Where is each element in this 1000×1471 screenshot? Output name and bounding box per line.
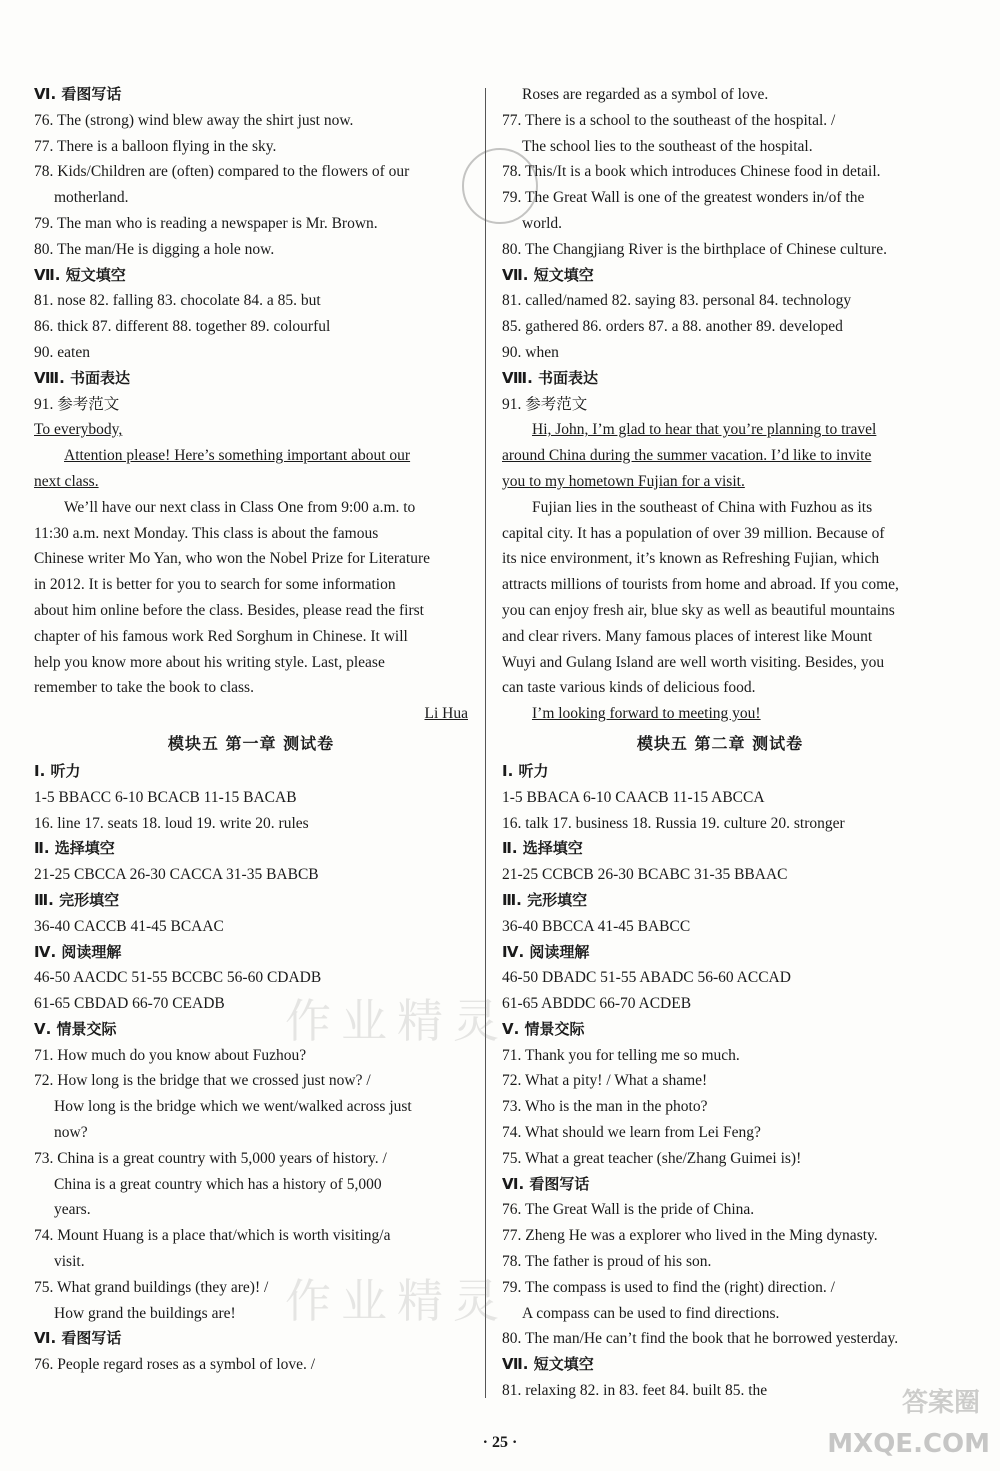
- left-line: 61-65 CBDAD 66-70 CEADB: [34, 995, 225, 1013]
- right-line: attracts millions of tourists from home and abroad. If you come,: [502, 576, 899, 594]
- left-line: Ⅷ. 书面表达: [34, 368, 131, 387]
- left-line: 16. line 17. seats 18. loud 19. write 20. rules: [34, 814, 309, 832]
- right-line: 76. The Great Wall is the pride of China.: [502, 1201, 755, 1219]
- right-line: you can enjoy fresh air, blue sky as well as beautiful mountains: [502, 601, 895, 619]
- right-line: 77. Zheng He was a explorer who lived in the Ming dynasty.: [502, 1227, 878, 1245]
- right-line: I’m looking forward to meeting you!: [532, 705, 761, 723]
- right-line: around China during the summer vacation. I’d like to invite: [502, 447, 872, 465]
- right-line: Ⅶ. 短文填空: [502, 265, 594, 284]
- right-line: 81. called/named 82. saying 83. personal 84. technology: [502, 292, 852, 310]
- left-line: 71. How much do you know about Fuzhou?: [34, 1046, 307, 1064]
- right-line: can taste various kinds of delicious food.: [502, 679, 756, 697]
- left-line: 72. How long is the bridge that we crossed just now? /: [34, 1072, 371, 1090]
- left-line: in 2012. It is better for you to search for some information: [34, 576, 396, 594]
- page-number: · 25 ·: [482, 1434, 518, 1451]
- right-line: 73. Who is the man in the photo?: [502, 1098, 708, 1116]
- left-line: 76. The (strong) wind blew away the shirt just now.: [34, 111, 354, 129]
- right-line: capital city. It has a population of over 39 million. Because of: [502, 524, 885, 542]
- right-line: Ⅷ. 书面表达: [502, 368, 599, 387]
- left-line: To everybody,: [34, 421, 123, 439]
- right-line: 74. What should we learn from Lei Feng?: [502, 1124, 761, 1142]
- right-line: 71. Thank you for telling me so much.: [502, 1046, 740, 1064]
- left-line: Li Hua: [424, 705, 468, 723]
- left-line: 78. Kids/Children are (often) compared to the flowers of our: [34, 163, 410, 181]
- left-line: How grand the buildings are!: [54, 1304, 236, 1322]
- left-line: Ⅰ. 听力: [34, 761, 81, 780]
- right-line: 77. There is a school to the southeast of the hospital. /: [502, 111, 836, 129]
- right-line: A compass can be used to find directions.: [522, 1304, 780, 1322]
- left-line: Ⅱ. 选择填空: [34, 839, 115, 858]
- right-line: 79. The compass is used to find the (right) direction. /: [502, 1278, 835, 1296]
- left-line: years.: [54, 1201, 91, 1219]
- left-line: motherland.: [54, 189, 129, 207]
- right-line: 21-25 CCBCB 26-30 BCABC 31-35 BBAAC: [502, 866, 788, 884]
- right-line: world.: [522, 214, 563, 232]
- right-line: 78. This/It is a book which introduces Chinese food in detail.: [502, 163, 881, 181]
- right-line: 61-65 ABDDC 66-70 ACDEB: [502, 995, 692, 1013]
- left-line: China is a great country which has a history of 5,000: [54, 1175, 382, 1193]
- column-divider: [485, 88, 486, 1398]
- left-line: Ⅶ. 短文填空: [34, 265, 126, 284]
- left-line: 1-5 BBACC 6-10 BCACB 11-15 BACAB: [34, 788, 297, 806]
- right-line: and clear rivers. Many famous places of interest like Mount: [502, 627, 873, 645]
- right-line: Wuyi and Gulang Island are well worth visiting. Besides, you: [502, 653, 885, 671]
- right-column: [502, 82, 938, 1404]
- left-line: 36-40 CACCB 41-45 BCAAC: [34, 917, 224, 935]
- watermark-mid-1: 作业精灵: [285, 994, 509, 1048]
- left-line: 77. There is a balloon flying in the sky.: [34, 137, 277, 155]
- right-line: 85. gathered 86. orders 87. a 88. another 89. developed: [502, 318, 843, 336]
- right-line: 90. when: [502, 343, 559, 361]
- left-line: 90. eaten: [34, 343, 90, 361]
- right-line: Ⅵ. 看图写话: [502, 1174, 590, 1193]
- left-line: Attention please! Here’s something important about our: [64, 447, 411, 465]
- left-line: 75. What grand buildings (they are)! /: [34, 1278, 269, 1296]
- right-line: 46-50 DBADC 51-55 ABADC 56-60 ACCAD: [502, 969, 791, 987]
- right-line: 16. talk 17. business 18. Russia 19. culture 20. stronger: [502, 814, 845, 832]
- left-line: 74. Mount Huang is a place that/which is worth visiting/a: [34, 1227, 391, 1245]
- right-line: Roses are regarded as a symbol of love.: [522, 86, 769, 103]
- left-line: 模块五 第一章 测试卷: [167, 733, 335, 753]
- right-line: Ⅴ. 情景交际: [502, 1019, 585, 1038]
- watermark-corner-top: 答案圈: [901, 1388, 980, 1418]
- right-line: 78. The father is proud of his son.: [502, 1253, 712, 1271]
- left-line: visit.: [54, 1253, 85, 1271]
- right-line: 1-5 BBACA 6-10 CAACB 11-15 ABCCA: [502, 788, 765, 806]
- right-line: 72. What a pity! / What a shame!: [502, 1072, 708, 1090]
- right-line: 79. The Great Wall is one of the greatest wonders in/of the: [502, 189, 865, 207]
- right-line: 80. The man/He can’t find the book that he borrowed yesterday.: [502, 1330, 899, 1348]
- watermark-mid-2: 作业精灵: [285, 1274, 509, 1328]
- right-line: The school lies to the southeast of the hospital.: [522, 137, 813, 155]
- left-line: 79. The man who is reading a newspaper is Mr. Brown.: [34, 214, 378, 232]
- right-line: 81. relaxing 82. in 83. feet 84. built 85. the: [502, 1382, 768, 1400]
- left-line: 21-25 CBCCA 26-30 CACCA 31-35 BABCB: [34, 866, 319, 884]
- left-line: Ⅲ. 完形填空: [34, 890, 120, 909]
- right-line: Ⅱ. 选择填空: [502, 839, 583, 858]
- left-line: now?: [54, 1124, 88, 1142]
- left-line: Ⅴ. 情景交际: [34, 1019, 117, 1038]
- right-line: its nice environment, it’s known as Refreshing Fujian, which: [502, 550, 880, 568]
- left-line: remember to take the book to class.: [34, 679, 254, 697]
- right-line: 80. The Changjiang River is the birthplace of Chinese culture.: [502, 240, 887, 258]
- left-line: chapter of his famous work Red Sorghum in Chinese. It will: [34, 627, 408, 645]
- left-column: [34, 82, 468, 1378]
- right-line: Ⅲ. 完形填空: [502, 890, 588, 909]
- left-line: 86. thick 87. different 88. together 89. colourful: [34, 318, 331, 336]
- left-line: Ⅵ. 看图写话: [34, 85, 122, 103]
- right-line: Ⅰ. 听力: [502, 761, 549, 780]
- left-line: 76. People regard roses as a symbol of love. /: [34, 1356, 316, 1374]
- right-line: Fujian lies in the southeast of China with Fuzhou as its: [532, 498, 873, 516]
- right-line: 36-40 BBCCA 41-45 BABCC: [502, 917, 691, 935]
- left-line: 81. nose 82. falling 83. chocolate 84. a 85. but: [34, 292, 321, 310]
- right-line: Ⅳ. 阅读理解: [502, 942, 590, 961]
- right-line: 模块五 第二章 测试卷: [636, 733, 804, 753]
- right-line: 91. 参考范文: [502, 395, 588, 413]
- watermark-corner-bottom: MXQE.COM: [827, 1429, 990, 1459]
- left-line: about him online before the class. Besides, please read the first: [34, 601, 424, 619]
- right-line: 75. What a great teacher (she/Zhang Guimei is)!: [502, 1149, 802, 1167]
- left-line: 80. The man/He is digging a hole now.: [34, 240, 275, 258]
- left-line: 91. 参考范文: [34, 395, 120, 413]
- left-line: Ⅵ. 看图写话: [34, 1329, 122, 1348]
- right-line: Hi, John, I’m glad to hear that you’re planning to travel: [532, 421, 877, 439]
- left-line: 46-50 AACDC 51-55 BCCBC 56-60 CDADB: [34, 969, 322, 987]
- right-line: Ⅶ. 短文填空: [502, 1355, 594, 1374]
- left-line: How long is the bridge which we went/walked across just: [54, 1098, 412, 1116]
- right-line: you to my hometown Fujian for a visit.: [502, 472, 745, 490]
- left-line: Ⅳ. 阅读理解: [34, 942, 122, 961]
- left-line: 73. China is a great country with 5,000 years of history. /: [34, 1149, 387, 1167]
- left-line: Chinese writer Mo Yan, who won the Nobel Prize for Literature: [34, 550, 431, 568]
- left-line: 11:30 a.m. next Monday. This class is about the famous: [34, 524, 379, 542]
- left-line: next class.: [34, 472, 99, 490]
- left-line: We’ll have our next class in Class One from 9:00 a.m. to: [64, 498, 416, 516]
- left-line: help you know more about his writing style. Last, please: [34, 653, 385, 671]
